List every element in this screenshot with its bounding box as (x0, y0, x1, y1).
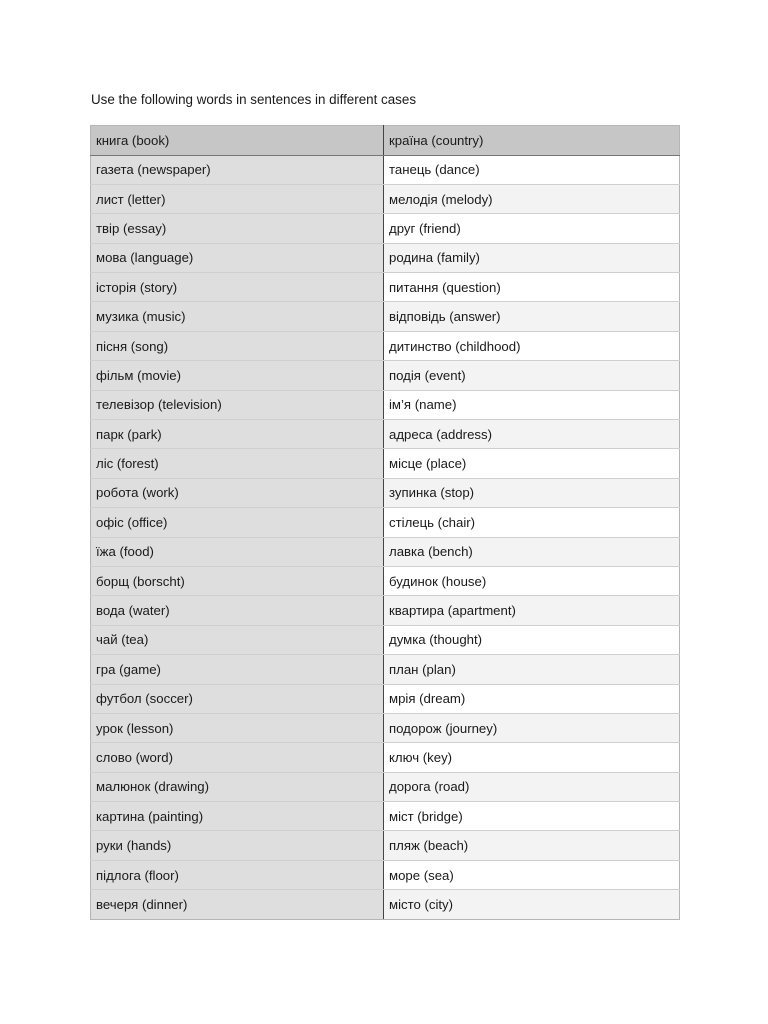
table-cell: парк (park) (91, 420, 384, 449)
table-cell: урок (lesson) (91, 713, 384, 742)
table-cell: ім’я (name) (384, 390, 680, 419)
table-row (91, 802, 680, 831)
table-row (91, 831, 680, 860)
table-row (91, 625, 680, 654)
table-cell: мелодія (melody) (384, 184, 680, 213)
table-cell: квартира (apartment) (384, 596, 680, 625)
table-row (91, 302, 680, 331)
table-cell: гра (game) (91, 655, 384, 684)
table-cell: подорож (journey) (384, 713, 680, 742)
table-row (91, 684, 680, 713)
table-cell: малюнок (drawing) (91, 772, 384, 801)
table-cell: місто (city) (384, 890, 680, 919)
table-row (91, 566, 680, 595)
table-row (91, 184, 680, 213)
table-cell: телевізор (television) (91, 390, 384, 419)
table-cell: борщ (borscht) (91, 566, 384, 595)
table-cell: офіс (office) (91, 508, 384, 537)
table-cell: відповідь (answer) (384, 302, 680, 331)
table-body (91, 155, 680, 919)
table-row (91, 655, 680, 684)
table-cell: лавка (bench) (384, 537, 680, 566)
table-cell: дорога (road) (384, 772, 680, 801)
table-cell: робота (work) (91, 478, 384, 507)
table-header-cell: країна (country) (384, 126, 680, 156)
table-row (91, 508, 680, 537)
table-cell: музика (music) (91, 302, 384, 331)
table-cell: твір (essay) (91, 214, 384, 243)
table-cell: вода (water) (91, 596, 384, 625)
table-cell: зупинка (stop) (384, 478, 680, 507)
table-cell: газета (newspaper) (91, 155, 384, 184)
table-cell: пляж (beach) (384, 831, 680, 860)
table-cell: адреса (address) (384, 420, 680, 449)
table-row (91, 860, 680, 889)
table-row (91, 537, 680, 566)
table-cell: вечеря (dinner) (91, 890, 384, 919)
table-cell: мова (language) (91, 243, 384, 272)
table-cell: лист (letter) (91, 184, 384, 213)
table-cell: море (sea) (384, 860, 680, 889)
table-cell: питання (question) (384, 273, 680, 302)
table-cell: підлога (floor) (91, 860, 384, 889)
table-cell: картина (painting) (91, 802, 384, 831)
table-cell: ліс (forest) (91, 449, 384, 478)
table-row (91, 449, 680, 478)
table-row (91, 743, 680, 772)
table-header-row (91, 126, 680, 156)
table-row (91, 243, 680, 272)
table-row (91, 273, 680, 302)
table-cell: подія (event) (384, 361, 680, 390)
table-cell: місце (place) (384, 449, 680, 478)
table-cell: міст (bridge) (384, 802, 680, 831)
table-row (91, 390, 680, 419)
table-cell: футбол (soccer) (91, 684, 384, 713)
table-cell: стілець (chair) (384, 508, 680, 537)
table-row (91, 214, 680, 243)
table-header-cell: книга (book) (91, 126, 384, 156)
table-cell: пісня (song) (91, 331, 384, 360)
table-cell: історія (story) (91, 273, 384, 302)
table-row (91, 331, 680, 360)
table-cell: руки (hands) (91, 831, 384, 860)
table-row (91, 713, 680, 742)
table-cell: план (plan) (384, 655, 680, 684)
table-cell: родина (family) (384, 243, 680, 272)
table-row (91, 478, 680, 507)
table-cell: мрія (dream) (384, 684, 680, 713)
table-row (91, 890, 680, 919)
table-cell: фільм (movie) (91, 361, 384, 390)
table-cell: дитинство (childhood) (384, 331, 680, 360)
table-row (91, 361, 680, 390)
table-row (91, 596, 680, 625)
table-row (91, 772, 680, 801)
table-row (91, 420, 680, 449)
table-cell: будинок (house) (384, 566, 680, 595)
table-row (91, 155, 680, 184)
table-cell: ключ (key) (384, 743, 680, 772)
table-cell: чай (tea) (91, 625, 384, 654)
table-cell: слово (word) (91, 743, 384, 772)
vocabulary-table (90, 125, 680, 920)
instruction-text: Use the following words in sentences in different cases (91, 92, 417, 107)
table-cell: їжа (food) (91, 537, 384, 566)
table-cell: друг (friend) (384, 214, 680, 243)
table-cell: думка (thought) (384, 625, 680, 654)
table-cell: танець (dance) (384, 155, 680, 184)
